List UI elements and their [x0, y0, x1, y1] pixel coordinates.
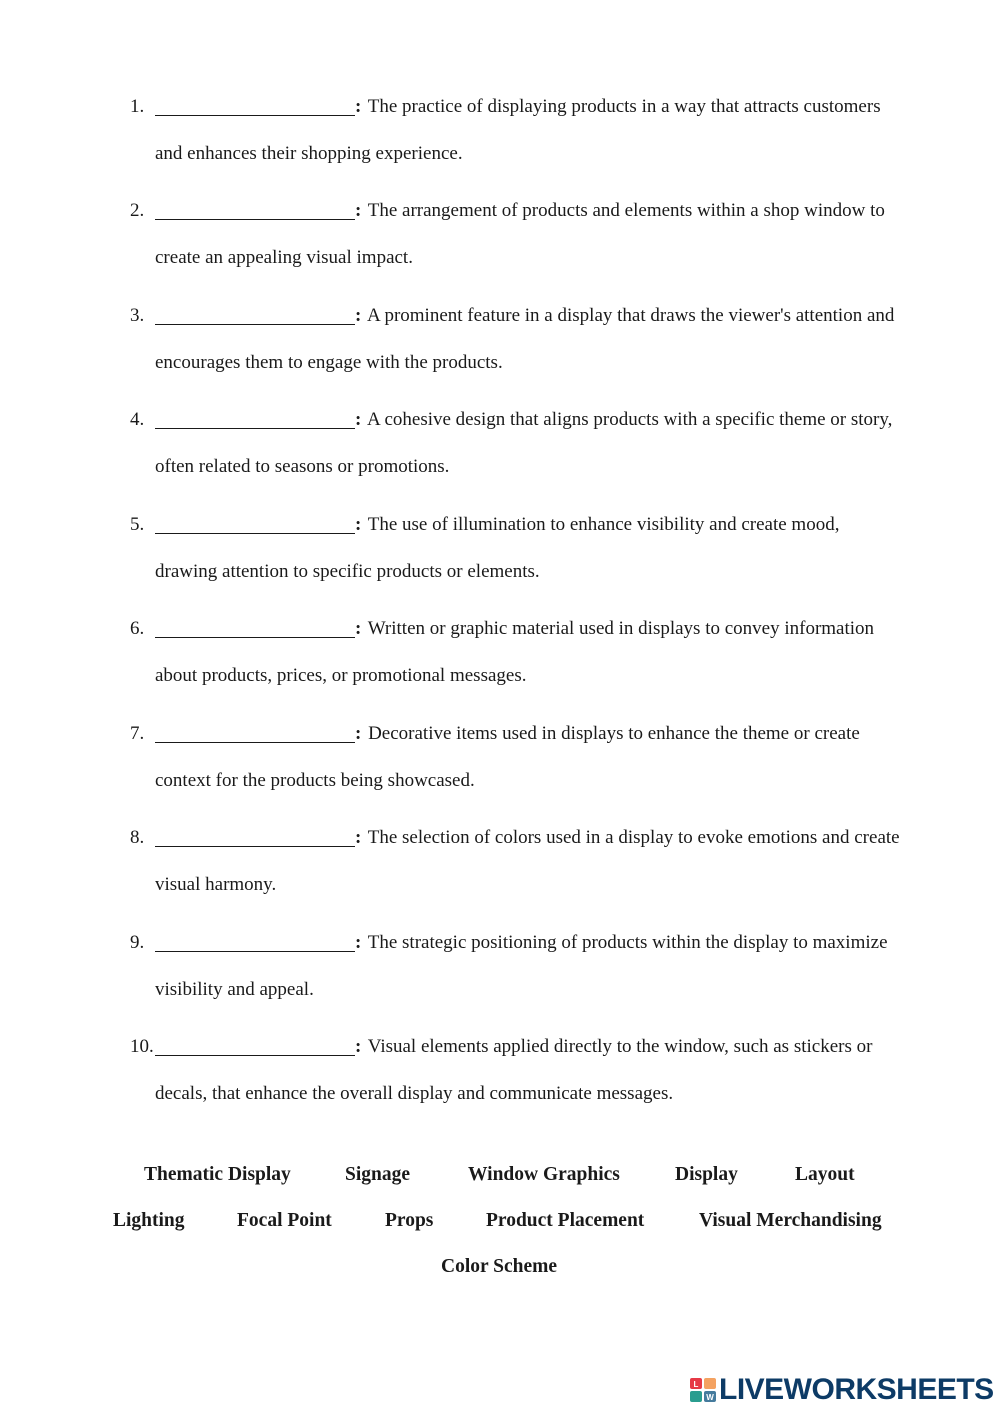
question-number: 7.: [130, 723, 145, 744]
question-definition: Written or graphic material used in displays to convey information about products, prices, or promotional messages.: [155, 618, 875, 686]
question-8: [130, 815, 900, 908]
question-definition: A prominent feature in a display that draws the viewer's attention and encourages them to engage with the products.: [155, 305, 895, 373]
logo-letter-l: L: [693, 1380, 699, 1389]
question-9: [130, 920, 900, 1013]
word-bank-item[interactable]: Window Graphics: [468, 1164, 620, 1185]
answer-blank-2[interactable]: [155, 197, 355, 220]
question-number: 9.: [130, 932, 145, 953]
question-definition: The practice of displaying products in a way that attracts customers and enhances their shopping experience.: [155, 96, 881, 164]
word-bank-item[interactable]: Thematic Display: [144, 1164, 291, 1185]
colon: :: [355, 305, 362, 326]
question-6: [130, 606, 900, 699]
question-3: [130, 293, 900, 386]
question-number: 2.: [130, 200, 145, 221]
question-number: 5.: [130, 514, 145, 535]
word-bank-item[interactable]: Display: [675, 1164, 738, 1185]
colon: :: [355, 96, 362, 117]
logo-block-2: [704, 1378, 716, 1389]
answer-blank-8[interactable]: [155, 824, 355, 847]
logo-block-3: [690, 1391, 702, 1402]
answer-blank-9[interactable]: [155, 929, 355, 952]
answer-blank-4[interactable]: [155, 406, 355, 429]
colon: :: [355, 932, 362, 953]
word-bank-item[interactable]: Layout: [795, 1164, 855, 1185]
question-number: 10.: [130, 1036, 154, 1057]
answer-blank-10[interactable]: [155, 1033, 355, 1056]
question-1: [130, 84, 900, 177]
liveworksheets-logo: [690, 1374, 994, 1406]
question-number: 6.: [130, 618, 145, 639]
answer-blank-6[interactable]: [155, 615, 355, 638]
question-5: [130, 502, 900, 595]
question-definition: A cohesive design that aligns products with a specific theme or story, often related to seasons or promotions.: [155, 409, 893, 477]
colon: :: [355, 618, 362, 639]
word-bank-item[interactable]: Signage: [345, 1164, 411, 1185]
answer-blank-1[interactable]: [155, 93, 355, 116]
question-number: 8.: [130, 827, 145, 848]
word-bank-item[interactable]: Props: [385, 1210, 434, 1231]
word-bank-item[interactable]: Product Placement: [486, 1210, 645, 1231]
colon: :: [355, 200, 362, 221]
question-number: 4.: [130, 409, 145, 430]
question-number: 3.: [130, 305, 145, 326]
answer-blank-3[interactable]: [155, 302, 355, 325]
question-definition: Decorative items used in displays to enhance the theme or create context for the products being showcased.: [155, 723, 860, 791]
word-bank-item[interactable]: Lighting: [113, 1210, 185, 1231]
question-2: [130, 188, 900, 281]
colon: :: [355, 827, 362, 848]
question-definition: Visual elements applied directly to the window, such as stickers or decals, that enhance the overall display and communicate messages.: [155, 1036, 873, 1104]
question-7: [130, 711, 900, 804]
question-number: 1.: [130, 96, 145, 117]
question-4: [130, 397, 900, 490]
question-definition: The use of illumination to enhance visibility and create mood, drawing attention to specific products or elements.: [155, 514, 840, 582]
answer-blank-5[interactable]: [155, 511, 355, 534]
answer-blank-7[interactable]: [155, 720, 355, 743]
question-definition: The arrangement of products and elements within a shop window to create an appealing visual impact.: [155, 200, 885, 268]
liveworksheets-logo-icon: [690, 1378, 716, 1402]
logo-text: LIVEWORKSHEETS: [719, 1373, 994, 1406]
word-bank-item[interactable]: Focal Point: [237, 1210, 332, 1231]
colon: :: [355, 409, 362, 430]
logo-letter-w: W: [706, 1393, 714, 1402]
colon: :: [355, 1036, 362, 1057]
question-10: [130, 1024, 900, 1117]
colon: :: [355, 723, 362, 744]
question-definition: The selection of colors used in a display to evoke emotions and create visual harmony.: [155, 827, 900, 895]
colon: :: [355, 514, 362, 535]
word-bank-item[interactable]: Visual Merchandising: [699, 1210, 882, 1231]
question-definition: The strategic positioning of products within the display to maximize visibility and appeal.: [155, 932, 888, 1000]
word-bank-item[interactable]: Color Scheme: [441, 1256, 558, 1277]
